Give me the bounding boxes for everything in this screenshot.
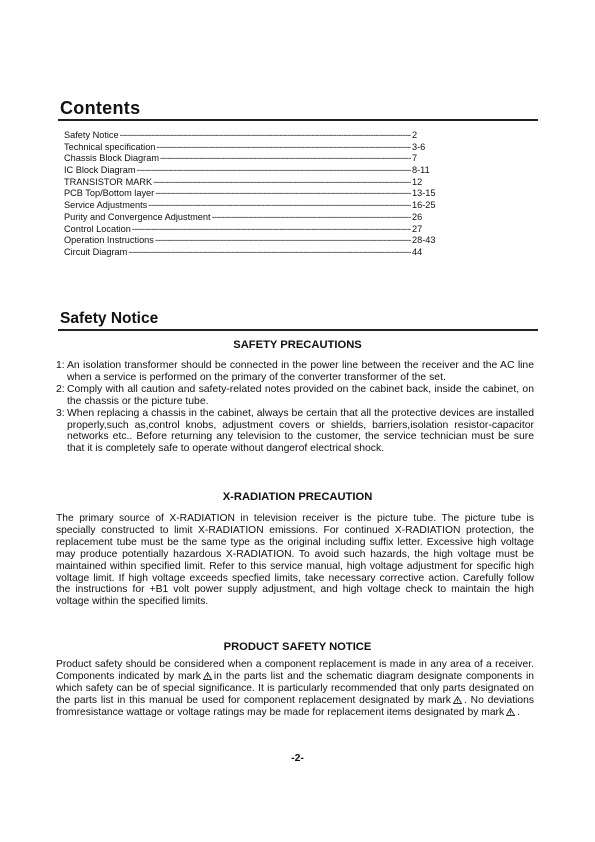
warning-triangle-icon — [453, 696, 462, 704]
toc-leader — [153, 177, 411, 189]
toc-entry[interactable] — [64, 177, 444, 189]
toc-entry[interactable] — [64, 247, 444, 259]
toc-leader — [148, 200, 411, 212]
toc-entry-label: Purity and Convergence Adjustment — [64, 211, 211, 222]
list-item — [56, 360, 534, 384]
page-number: -2- — [291, 752, 304, 764]
product-safety-heading: PRODUCT SAFETY NOTICE — [223, 641, 372, 653]
toc-leader — [132, 224, 411, 236]
toc-leader — [155, 235, 411, 247]
x-radiation-paragraph: The primary source of X-RADIATION in television receiver is the picture tube. The picture tube is specially constructed to limit X-RADIATION emissions. For continued X-RADIATION protection, the replacement tube must be the same type as the original including suffix letter. Excessive high voltage may produce potentially hazardous X-RADIATION. To avoid such hazards, the high voltage must be maintained within specified limit. Refer to this service manual, high voltage adjustment for specific high voltage limit. If high voltage exceeds specfied limits, take necessary corrective action. Carefully follow the instructions for +B1 volt power supply adjustment, and high voltage check to maintain the high voltage within the specified limits. — [56, 513, 534, 608]
toc-entry-label: Service Adjustments — [64, 200, 148, 211]
x-radiation-heading: X-RADIATION PRECAUTION — [222, 491, 373, 503]
toc-entry-page: 44 — [412, 246, 423, 257]
product-safety-text-2: in the parts list and the schematic diagram designate components in which safety can be of special significance. It is particularly recommended that only parts designated on the parts list in this manual be used for component replacement designated by mark — [56, 670, 534, 706]
toc-entry-label: Technical specification — [64, 141, 156, 152]
toc-entry[interactable] — [64, 130, 444, 142]
safety-notice-rule — [58, 329, 538, 331]
warning-triangle-icon — [506, 708, 515, 716]
toc-entry-page: 3-6 — [412, 141, 426, 152]
product-safety-paragraph — [56, 659, 534, 719]
toc-entry-label: Operation Instructions — [64, 235, 154, 246]
safety-precautions-list — [56, 360, 534, 455]
list-item — [56, 384, 534, 408]
toc-entry[interactable] — [64, 188, 444, 200]
list-item-number: 2: — [56, 383, 65, 395]
product-safety-text-4: . — [517, 706, 521, 718]
list-item — [56, 408, 534, 456]
toc-entry-page: 7 — [412, 153, 418, 164]
toc-entry-page: 28-43 — [412, 235, 436, 246]
table-of-contents — [64, 130, 444, 259]
toc-entry-label: Safety Notice — [64, 130, 119, 140]
toc-entry[interactable] — [64, 235, 444, 247]
toc-entry[interactable] — [64, 200, 444, 212]
safety-notice-title: Safety Notice — [60, 310, 159, 327]
toc-entry-label: Circuit Diagram — [64, 246, 128, 257]
toc-entry-page: 26 — [412, 211, 423, 222]
contents-title: Contents — [60, 98, 141, 118]
list-item-text: Comply with all caution and safety-related notes provided on the cabinet back, inside the cabinet, on the chassis or the picture tube. — [67, 383, 534, 407]
toc-entry[interactable] — [64, 153, 444, 165]
toc-leader — [128, 247, 411, 259]
toc-entry-page: 13-15 — [412, 188, 436, 199]
list-item-number: 3: — [56, 407, 65, 419]
toc-leader — [155, 188, 411, 200]
list-item-text: When replacing a chassis in the cabinet, always be certain that all the protective devices are installed properly,such as,control knobs, adjustment covers or shields, barriers,isolation resistor-capacitor networks etc.. Before returning any television to the customer, the service technician must be sure that it is completely safe to operate without dangerof electrical shock. — [67, 407, 534, 455]
toc-entry[interactable] — [64, 165, 444, 177]
contents-rule — [58, 119, 538, 121]
toc-leader — [156, 142, 411, 154]
toc-entry-label: TRANSISTOR MARK — [64, 176, 153, 187]
toc-entry-label: Chassis Block Diagram — [64, 153, 159, 164]
toc-entry[interactable] — [64, 224, 444, 236]
toc-leader — [136, 165, 411, 177]
toc-entry-page: 2 — [412, 130, 418, 140]
list-item-text: An isolation transformer should be connected in the power line between the receiver and the AC line when a service is performed on the primary of the converter transformer of the set. — [67, 360, 534, 383]
toc-entry-page: 27 — [412, 223, 423, 234]
safety-precautions-heading: SAFETY PRECAUTIONS — [233, 339, 362, 351]
list-item-number: 1: — [56, 360, 65, 371]
toc-leader — [160, 153, 411, 165]
warning-triangle-icon — [203, 672, 212, 680]
product-safety-text-1: Product safety should be considered when a component replacement is made in any area of a receiver. Components indicated by mark — [56, 659, 534, 682]
product-safety-text-3: . No deviations fromresistance wattage or voltage ratings may be made for replacement items designated by mark — [56, 694, 534, 718]
toc-entry[interactable] — [64, 212, 444, 224]
toc-entry-page: 8-11 — [412, 165, 430, 176]
toc-entry[interactable] — [64, 142, 444, 154]
toc-leader — [212, 212, 411, 224]
toc-entry-page: 16-25 — [412, 200, 436, 211]
toc-entry-page: 12 — [412, 176, 423, 187]
toc-entry-label: Control Location — [64, 223, 131, 234]
toc-entry-label: IC Block Diagram — [64, 165, 136, 176]
toc-entry-label: PCB Top/Bottom layer — [64, 188, 155, 199]
toc-leader — [120, 130, 411, 142]
